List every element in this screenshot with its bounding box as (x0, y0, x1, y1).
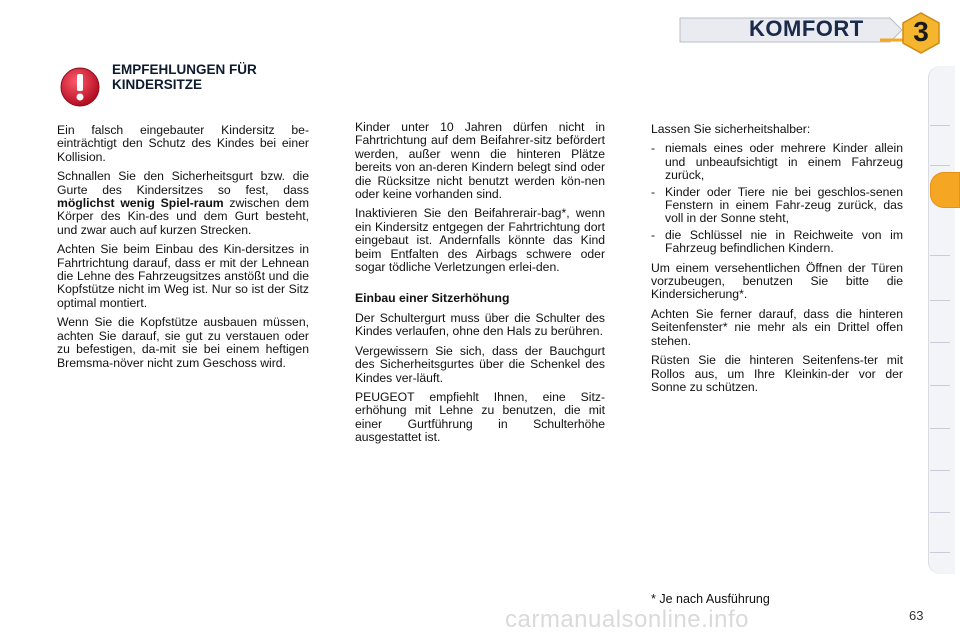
page-number: 63 (909, 608, 924, 623)
chapter-number-badge (902, 12, 940, 54)
section-title-line2: KINDERSITZE (112, 77, 203, 92)
paragraph: Der Schultergurt muss über die Schulter des Kindes verlaufen, ohne den Hals zu berühren. (355, 310, 605, 339)
tab-divider (930, 125, 950, 126)
paragraph: Inaktivieren Sie den Beifahrerair-bag*, wenn ein Kindersitz entgegen der Fahrtrichtung dort eingebaut ist. Andernfalls könnte das Kind beim Entfalten des Airbags schwere oder sogar tödliche Verletzungen erlei-den. (355, 206, 605, 275)
column-2 (355, 121, 605, 451)
paragraph: PEUGEOT empfiehlt Ihnen, eine Sitz-erhöhung mit Lehne zu benutzen, die mit einer Gurtführung in Schulterhöhe ausgestattet ist. (355, 389, 605, 445)
subheading: Einbau einer Sitzerhöhung (355, 291, 510, 306)
paragraph: Wenn Sie die Kopfstütze ausbauen müssen, achten Sie darauf, sie gut zu verstauen oder zu befestigen, da-mit sie bei einem heftigen Bremsma-növer nicht zum Geschoss wird. (57, 315, 309, 370)
tab-divider (930, 512, 950, 513)
tab-divider (930, 428, 950, 429)
paragraph (57, 170, 309, 237)
tab-divider (930, 552, 950, 553)
chapter-number: 3 (913, 16, 929, 47)
watermark-text: carmanualsonline.info (505, 606, 749, 633)
chapter-tab-strip (928, 66, 955, 574)
exclamation-warning-icon (59, 66, 101, 108)
paragraph-text: Schnallen Sie den Sicherheitsgurt bzw. die Gurte des Kindersitzes so fest, dass (57, 169, 309, 197)
tab-divider (930, 385, 950, 386)
list-dash: - (651, 141, 656, 156)
paragraph: Vergewissern Sie sich, dass der Bauchgurt des Sicherheitsgurtes über die Schenkel des Kindes ver-läuft. (355, 343, 605, 385)
paragraph: Ein falsch eingebauter Kindersitz be-einträchtigt den Schutz des Kindes bei einer Kollision. (57, 123, 309, 164)
chapter-tab-active[interactable] (930, 172, 960, 208)
column-1 (57, 124, 309, 376)
list-item-text: Kinder oder Tiere nie bei geschlos-senen Fenstern in einem Fahr-zeug zurück, das voll in der Sonne steht, (665, 184, 903, 226)
tab-divider (930, 300, 950, 301)
section-title (112, 62, 257, 92)
paragraph: Kinder unter 10 Jahren dürfen nicht in Fahrtrichtung auf dem Beifahrer-sitz befördert werden, außer wenn die hinteren Plätze bereits von an-deren Kindern belegt sind oder die Rücksitze nicht benutzt werden kön-nen oder keine vorhanden sind. (355, 120, 605, 202)
paragraph-text: zwischen dem Körper des Kin-des und dem Gurt besteht, und zwar auch auf kurzen Strecken. (57, 196, 309, 237)
section-title-line1: EMPFEHLUNGEN FÜR (112, 62, 257, 77)
tab-divider (930, 342, 950, 343)
tab-divider (930, 255, 950, 256)
list-item (651, 142, 903, 182)
tab-divider (930, 470, 950, 471)
paragraph: Rüsten Sie die hinteren Seitenfens-ter mit Rollos aus, um Ihre Kleinkin-der vor der Sonne zu schützen. (651, 353, 903, 394)
list-item (651, 229, 903, 256)
paragraph: Achten Sie beim Einbau des Kin-dersitzes in Fahrtrichtung darauf, dass er mit der Lehnean die Lehne des Fahrzeugsitzes anstößt und die Kopfstütze nicht im Weg ist. Nur so ist der Sitz optimal montiert. (57, 242, 309, 310)
list-item (651, 186, 903, 226)
tab-divider (930, 165, 950, 166)
chapter-title: KOMFORT (749, 16, 864, 41)
paragraph: Lassen Sie sicherheitshalber: (651, 122, 811, 136)
list-item-text: die Schlüssel nie in Reichweite von im Fahrzeug befindlichen Kindern. (665, 227, 903, 256)
footnote: * Je nach Ausführung (651, 592, 770, 606)
list-dash: - (651, 227, 656, 242)
emphasis-text: möglichst wenig Spiel-raum (57, 196, 224, 211)
paragraph: Um einem versehentlichen Öffnen der Türen vorzubeugen, benutzen Sie bitte die Kindersicherung*. (651, 260, 903, 302)
list-item-text: niemals eines oder mehrere Kinder allein und unbeaufsichtigt in einem Fahrzeug zurück, (665, 141, 903, 183)
list-dash: - (651, 184, 656, 199)
paragraph: Achten Sie ferner darauf, dass die hinteren Seitenfenster* nie mehr als ein Drittel offen stehen. (651, 306, 903, 348)
column-3 (651, 123, 903, 400)
safety-list (651, 142, 903, 255)
